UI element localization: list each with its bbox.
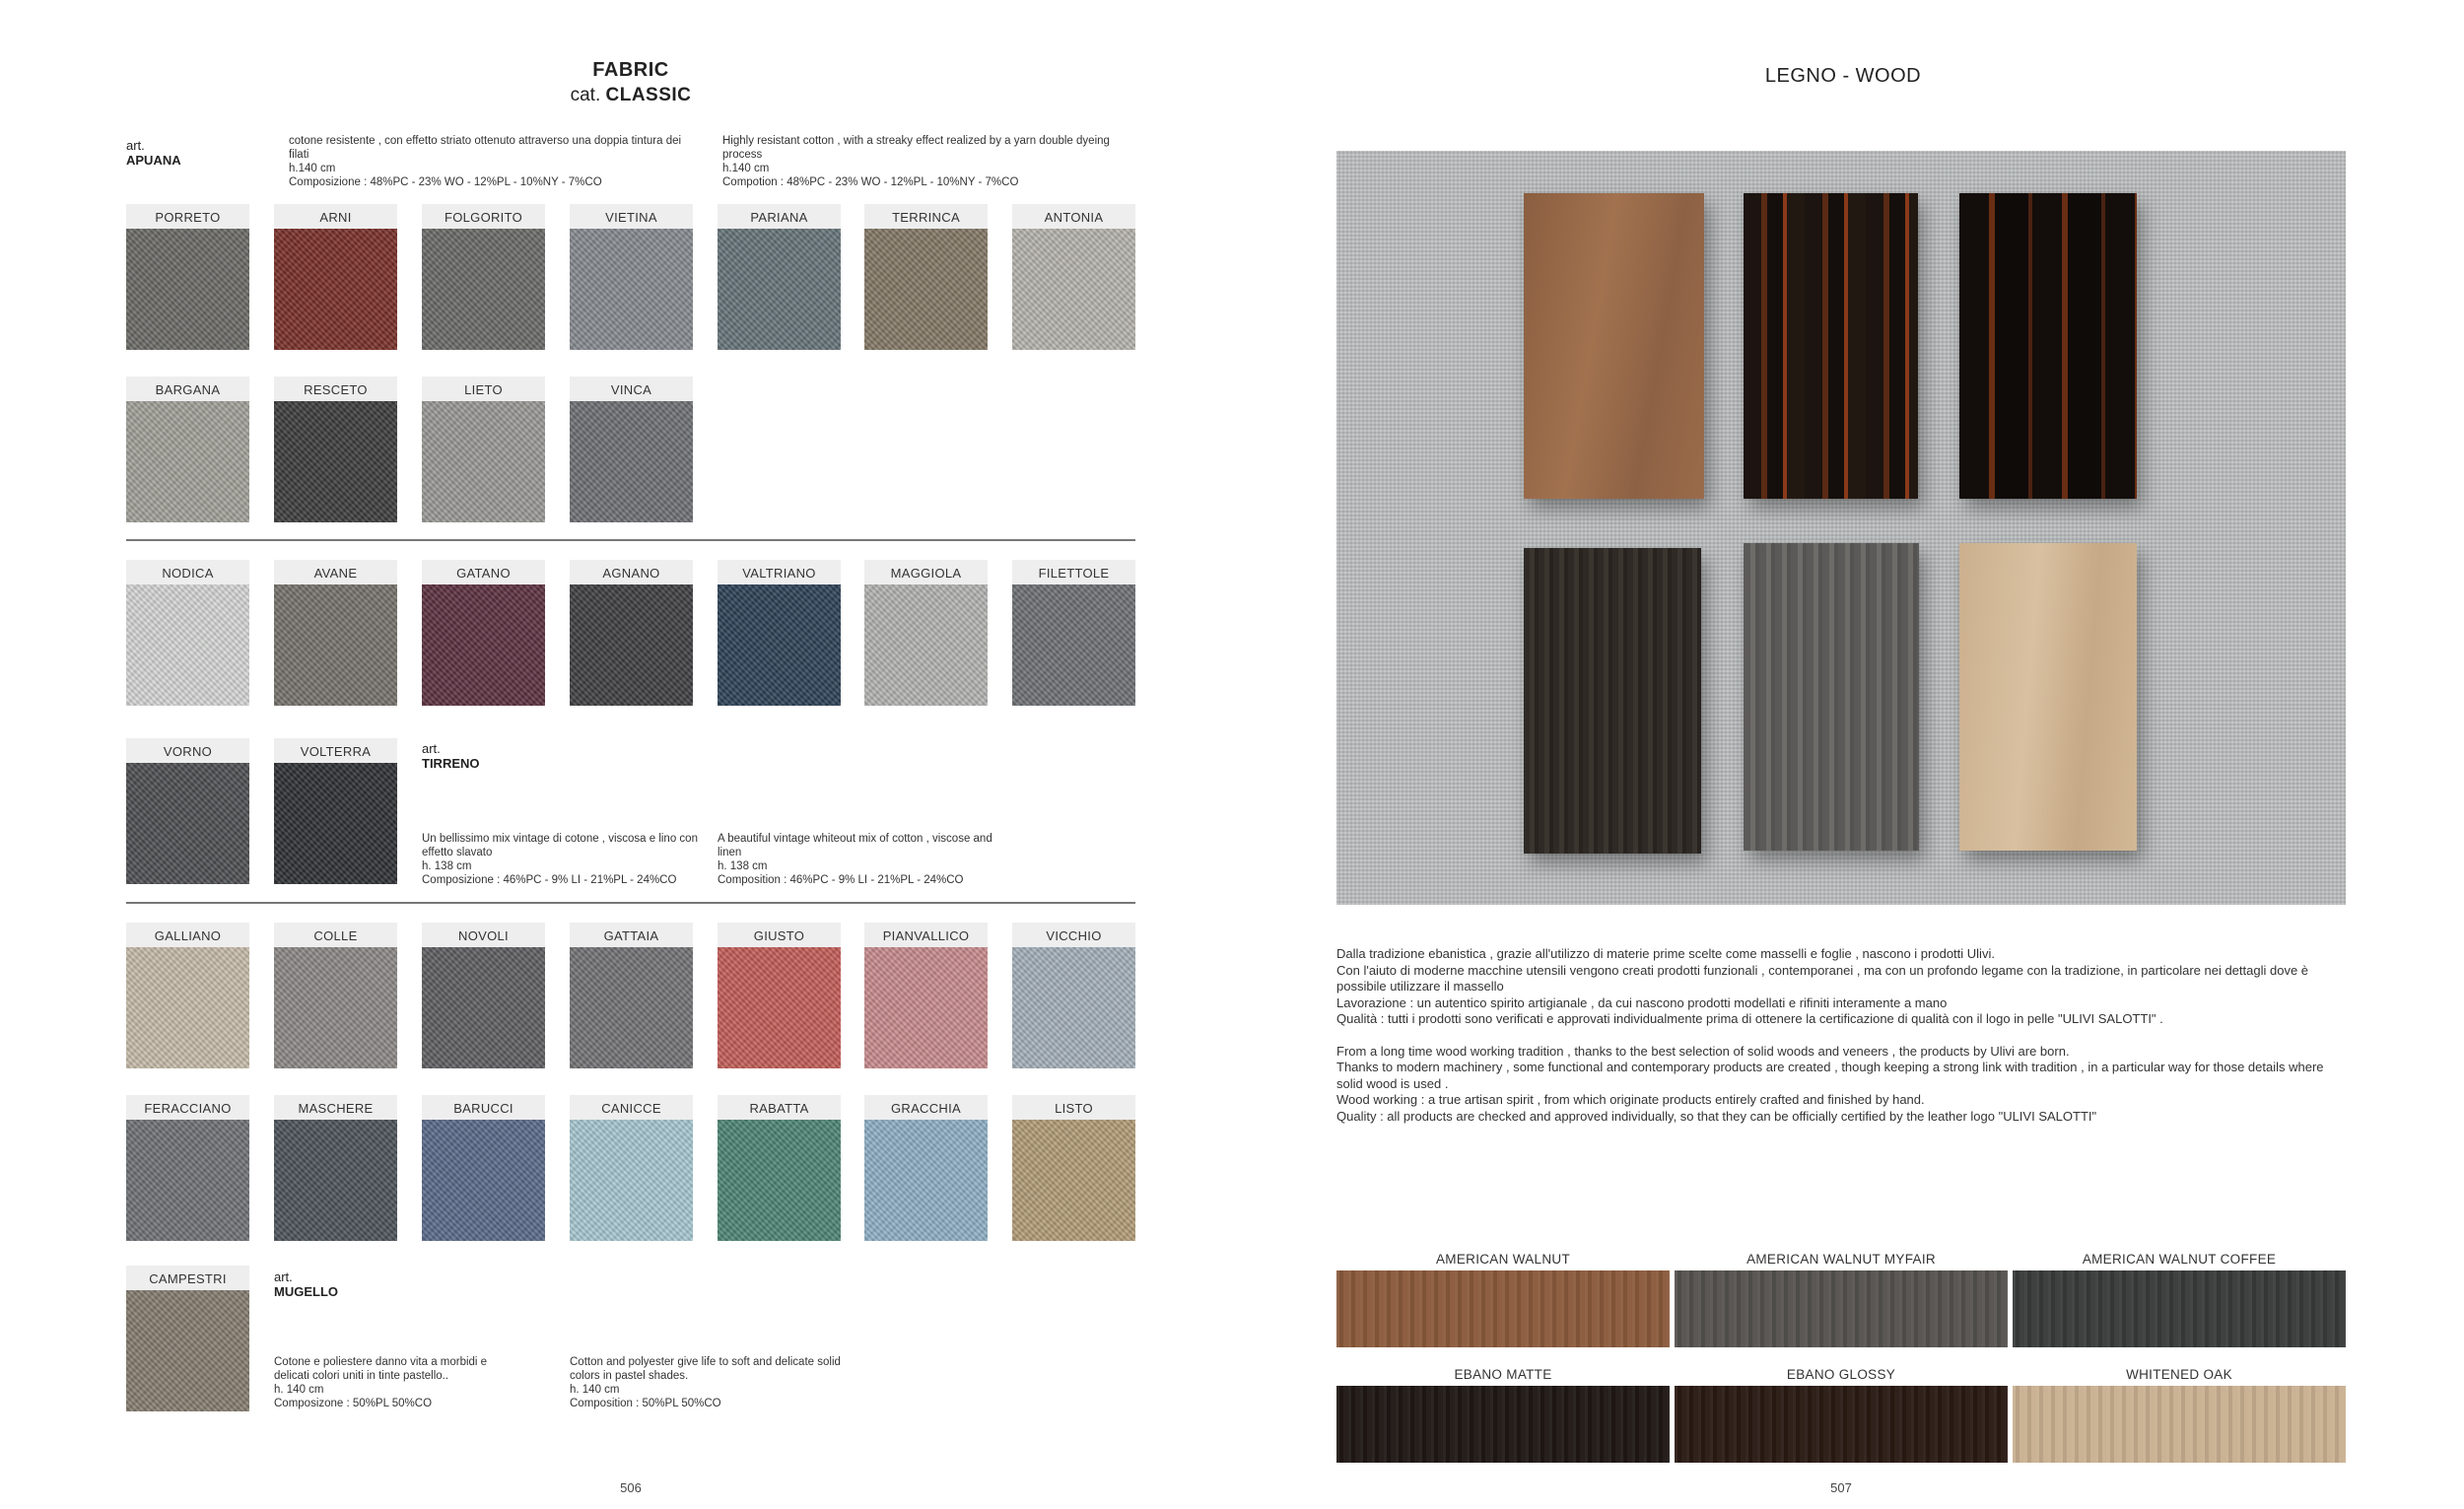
- tirreno-desc-en: [718, 832, 993, 887]
- article-label: art.: [274, 1269, 293, 1284]
- swatch-label: FERACCIANO: [126, 1095, 249, 1120]
- desc-height: h. 140 cm: [274, 1384, 324, 1396]
- desc-composition: Composizione : 48%PC - 23% WO - 12%PL - 10%NY - 7%CO: [289, 176, 602, 188]
- swatch-pianvallico: [864, 923, 988, 1068]
- swatch-image: [864, 229, 988, 350]
- finish-image: [1336, 1386, 1670, 1463]
- swatch-image: [126, 1290, 249, 1411]
- swatch-image: [570, 1120, 693, 1241]
- finish-label: EBANO MATTE: [1454, 1367, 1552, 1382]
- swatch-image: [274, 947, 397, 1068]
- swatch-label: MASCHERE: [274, 1095, 397, 1120]
- swatch-image: [274, 763, 397, 884]
- desc-text: cotone resistente , con effetto striato ottenuto attraverso una doppia tintura dei filati: [289, 135, 682, 161]
- finish-whitened-oak: [2013, 1362, 2346, 1463]
- wood-description: [1336, 946, 2346, 1125]
- swatch-label: VORNO: [126, 738, 249, 763]
- swatch-label: RESCETO: [274, 377, 397, 401]
- desc-height: h.140 cm: [289, 163, 336, 174]
- swatch-image: [126, 229, 249, 350]
- swatch-gracchia: [864, 1095, 988, 1241]
- swatch-maggiola: [864, 560, 988, 706]
- swatch-label: CANICCE: [570, 1095, 693, 1120]
- desc-composition: Compotion : 48%PC - 23% WO - 12%PL - 10%NY - 7%CO: [722, 176, 1019, 188]
- desc-composition: Composizone : 50%PL 50%CO: [274, 1398, 433, 1409]
- finish-ebano-matte: [1336, 1362, 1670, 1463]
- wood-panel-walnut: [1524, 193, 1704, 499]
- swatch-label: MAGGIOLA: [864, 560, 988, 584]
- swatch-barucci: [422, 1095, 545, 1241]
- swatch-nodica: [126, 560, 249, 706]
- swatch-bargana: [126, 377, 249, 522]
- swatch-agnano: [570, 560, 693, 706]
- finish-image: [2013, 1270, 2346, 1347]
- swatch-image: [570, 401, 693, 522]
- finish-image: [1336, 1270, 1670, 1347]
- swatch-image: [570, 584, 693, 706]
- section-divider: [126, 902, 1135, 904]
- desc-composition: Composition : 50%PL 50%CO: [570, 1398, 721, 1409]
- swatch-image: [1012, 584, 1135, 706]
- desc-composition: Composizione : 46%PC - 9% LI - 21%PL - 24%CO: [422, 874, 677, 886]
- swatch-vietina: [570, 204, 693, 350]
- swatch-volterra: [274, 738, 397, 884]
- swatch-porreto: [126, 204, 249, 350]
- swatch-image: [864, 584, 988, 706]
- finish-american-walnut: [1336, 1247, 1670, 1347]
- text-it-line: Lavorazione : un autentico spirito artigianale , da cui nascono prodotti modellati e rifiniti interamente a mano: [1336, 995, 1948, 1010]
- swatch-label: COLLE: [274, 923, 397, 947]
- wood-panel-walnut-coffee: [1524, 548, 1701, 854]
- wood-panel-ebano-matte: [1959, 193, 2137, 499]
- swatch-label: TERRINCA: [864, 204, 988, 229]
- swatch-label: ANTONIA: [1012, 204, 1135, 229]
- fabric-title: FABRIC: [592, 59, 669, 81]
- desc-height: h. 138 cm: [718, 860, 768, 872]
- finish-label: AMERICAN WALNUT MYFAIR: [1746, 1252, 1936, 1267]
- swatch-image: [422, 1120, 545, 1241]
- swatch-label: VIETINA: [570, 204, 693, 229]
- swatch-label: AGNANO: [570, 560, 693, 584]
- swatch-image: [718, 584, 841, 706]
- swatch-folgorito: [422, 204, 545, 350]
- finish-american-walnut-myfair: [1675, 1247, 2008, 1347]
- apuana-desc-it: [289, 134, 703, 189]
- swatch-vorno: [126, 738, 249, 884]
- wood-panel-ebano-glossy: [1744, 193, 1918, 499]
- desc-text: Cotone e poliestere danno vita a morbidi e delicati colori uniti in tinte pastello..: [274, 1356, 488, 1382]
- article-tirreno: [422, 741, 480, 771]
- swatch-terrinca: [864, 204, 988, 350]
- wood-panel-whitened-oak: [1959, 543, 2137, 851]
- mugello-desc-en: [570, 1355, 856, 1410]
- swatch-image: [126, 763, 249, 884]
- article-apuana: [126, 138, 181, 168]
- swatch-maschere: [274, 1095, 397, 1241]
- swatch-image: [274, 229, 397, 350]
- swatch-image: [718, 1120, 841, 1241]
- swatch-label: GATANO: [422, 560, 545, 584]
- swatch-label: GATTAIA: [570, 923, 693, 947]
- tirreno-desc-it: [422, 832, 698, 887]
- swatch-canicce: [570, 1095, 693, 1241]
- finish-label: WHITENED OAK: [2126, 1367, 2232, 1382]
- swatch-label: VINCA: [570, 377, 693, 401]
- swatch-image: [570, 229, 693, 350]
- page-number-left: 506: [620, 1480, 642, 1495]
- finish-image: [2013, 1386, 2346, 1463]
- article-name: TIRRENO: [422, 756, 480, 771]
- swatch-label: PARIANA: [718, 204, 841, 229]
- swatch-image: [126, 584, 249, 706]
- swatch-label: VICCHIO: [1012, 923, 1135, 947]
- category-title: [444, 85, 818, 106]
- category-name: CLASSIC: [605, 85, 692, 105]
- page-number-right: 507: [1830, 1480, 1852, 1495]
- swatch-label: NOVOLI: [422, 923, 545, 947]
- swatch-image: [274, 401, 397, 522]
- swatch-image: [864, 947, 988, 1068]
- swatch-label: RABATTA: [718, 1095, 841, 1120]
- swatch-label: ARNI: [274, 204, 397, 229]
- swatch-label: FILETTOLE: [1012, 560, 1135, 584]
- finish-american-walnut-coffee: [2013, 1247, 2346, 1347]
- text-it-line: Dalla tradizione ebanistica , grazie all'utilizzo di materie prime scelte come masselli e foglie , nascono i prodotti Ulivi.: [1336, 946, 1995, 961]
- swatch-gattaia: [570, 923, 693, 1068]
- article-mugello: [274, 1269, 338, 1299]
- swatch-avane: [274, 560, 397, 706]
- swatch-label: GRACCHIA: [864, 1095, 988, 1120]
- swatch-image: [570, 947, 693, 1068]
- text-it-line: Qualità : tutti i prodotti sono verificati e approvati individualmente prima di ottenere la certificazione di qualità con il logo in pelle "ULIVI SALOTTI" .: [1336, 1011, 2163, 1026]
- swatch-galliano: [126, 923, 249, 1068]
- swatch-resceto: [274, 377, 397, 522]
- swatch-image: [864, 1120, 988, 1241]
- swatch-label: CAMPESTRI: [126, 1266, 249, 1290]
- swatch-label: LISTO: [1012, 1095, 1135, 1120]
- apuana-desc-en: [722, 134, 1136, 189]
- swatch-image: [422, 947, 545, 1068]
- swatch-image: [422, 401, 545, 522]
- desc-height: h.140 cm: [722, 163, 770, 174]
- swatch-image: [718, 947, 841, 1068]
- article-name: MUGELLO: [274, 1284, 338, 1299]
- swatch-lieto: [422, 377, 545, 522]
- swatch-vicchio: [1012, 923, 1135, 1068]
- desc-text: Cotton and polyester give life to soft and delicate solid colors in pastel shades.: [570, 1356, 841, 1382]
- swatch-giusto: [718, 923, 841, 1068]
- swatch-label: FOLGORITO: [422, 204, 545, 229]
- finish-image: [1675, 1386, 2008, 1463]
- swatch-antonia: [1012, 204, 1135, 350]
- swatch-campestri: [126, 1266, 249, 1411]
- swatch-image: [422, 229, 545, 350]
- section-divider: [126, 539, 1135, 541]
- swatch-image: [126, 401, 249, 522]
- swatch-label: VOLTERRA: [274, 738, 397, 763]
- swatch-vinca: [570, 377, 693, 522]
- swatch-rabatta: [718, 1095, 841, 1241]
- swatch-pariana: [718, 204, 841, 350]
- swatch-label: VALTRIANO: [718, 560, 841, 584]
- wood-panel-walnut-myfair: [1744, 543, 1919, 851]
- mugello-desc-it: [274, 1355, 520, 1410]
- swatch-label: BARGANA: [126, 377, 249, 401]
- text-it-line: Con l'aiuto di moderne macchine utensili vengono creati prodotti funzionali , contemporanei , ma con un profondo legame con la tradizione, in particolare nei dettagli dove è possibile utilizzare il massello: [1336, 962, 2309, 994]
- swatch-label: BARUCCI: [422, 1095, 545, 1120]
- desc-text: A beautiful vintage whiteout mix of cotton , viscose and linen: [718, 833, 992, 858]
- desc-composition: Composition : 46%PC - 9% LI - 21%PL - 24%CO: [718, 874, 964, 886]
- text-en-line: Wood working : a true artisan spirit , from which originate products entirely crafted and finished by hand.: [1336, 1092, 1925, 1107]
- swatch-label: LIETO: [422, 377, 545, 401]
- desc-text: Un bellissimo mix vintage di cotone , viscosa e lino con effetto slavato: [422, 833, 698, 858]
- swatch-image: [422, 584, 545, 706]
- finish-label: AMERICAN WALNUT: [1435, 1252, 1570, 1267]
- text-en-line: Quality : all products are checked and approved individually, so that they can be officially certified by the leather logo "ULIVI SALOTTI": [1336, 1108, 2097, 1124]
- swatch-image: [1012, 1120, 1135, 1241]
- text-en-line: Thanks to modern machinery , some functional and contemporary products are created , though keeping a strong link with tradition , in a particular way for those details where solid wood is used .: [1336, 1060, 2324, 1091]
- swatch-novoli: [422, 923, 545, 1068]
- swatch-listo: [1012, 1095, 1135, 1241]
- swatch-filettole: [1012, 560, 1135, 706]
- article-label: art.: [126, 138, 145, 153]
- swatch-label: PORRETO: [126, 204, 249, 229]
- finish-ebano-glossy: [1675, 1362, 2008, 1463]
- finish-label: EBANO GLOSSY: [1786, 1367, 1896, 1382]
- swatch-image: [274, 584, 397, 706]
- text-en-line: From a long time wood working tradition , thanks to the best selection of solid woods and veneers , the products by Ulivi are born.: [1336, 1043, 2070, 1059]
- article-label: art.: [422, 741, 441, 756]
- swatch-image: [1012, 947, 1135, 1068]
- swatch-label: NODICA: [126, 560, 249, 584]
- desc-text: Highly resistant cotton , with a streaky effect realized by a yarn double dyeing process: [722, 135, 1110, 161]
- swatch-image: [718, 229, 841, 350]
- swatch-label: PIANVALLICO: [864, 923, 988, 947]
- finish-image: [1675, 1270, 2008, 1347]
- desc-height: h. 138 cm: [422, 860, 472, 872]
- desc-height: h. 140 cm: [570, 1384, 620, 1396]
- swatch-image: [1012, 229, 1135, 350]
- wood-title: LEGNO - WOOD: [1764, 65, 1922, 87]
- category-prefix: cat.: [570, 85, 601, 105]
- swatch-label: AVANE: [274, 560, 397, 584]
- swatch-arni: [274, 204, 397, 350]
- swatch-colle: [274, 923, 397, 1068]
- finish-label: AMERICAN WALNUT COFFEE: [2082, 1252, 2277, 1267]
- swatch-label: GIUSTO: [718, 923, 841, 947]
- swatch-image: [126, 1120, 249, 1241]
- swatch-feracciano: [126, 1095, 249, 1241]
- swatch-image: [274, 1120, 397, 1241]
- wood-samples-photo: [1336, 151, 2346, 905]
- swatch-valtriano: [718, 560, 841, 706]
- article-name: APUANA: [126, 153, 181, 168]
- swatch-image: [126, 947, 249, 1068]
- swatch-label: GALLIANO: [126, 923, 249, 947]
- swatch-gatano: [422, 560, 545, 706]
